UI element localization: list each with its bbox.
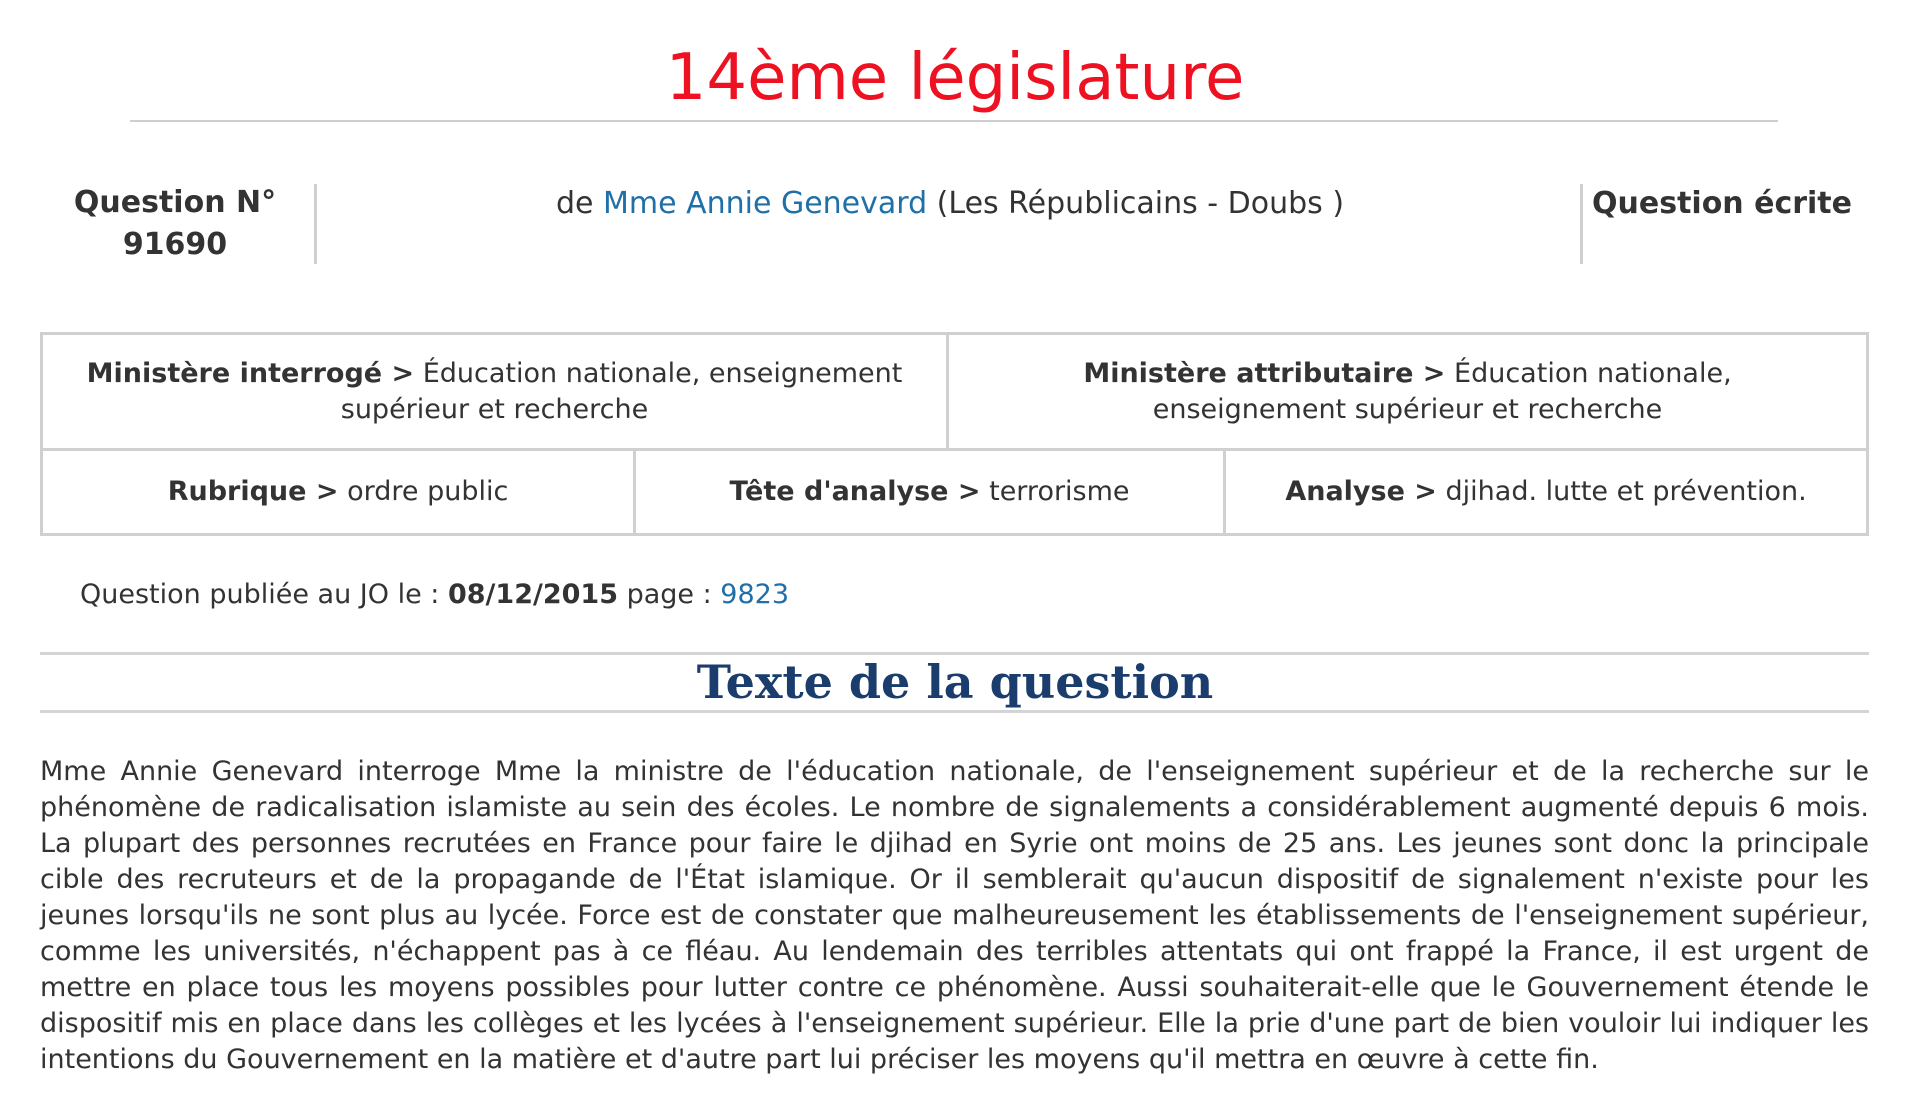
analysis-row [40,448,1869,536]
tete-analyse-label: Tête d'analyse > [729,476,981,507]
analyse-cell [1223,451,1866,533]
question-text: Mme Annie Genevard interroge Mme la ministre de l'éducation nationale, de l'enseignement supérieur et de la recherche sur le phénomène de radicalisation islamiste au sein des écoles. Le nombre de signalements a considérablement augmenté depuis 6 mois. La plupart des personnes recrutées en France pour faire le djihad en Syrie ont moins de 25 ans. Les jeunes sont donc la principale cible des recruteurs et de la propagande de l'État islamique. Or il semblerait qu'aucun dispositif de signalement n'existe pour les jeunes lorsqu'ils ne sont plus au lycée. Force est de constater que malheureusement les établissements de l'enseignement supérieur, comme les universités, n'échappent pas à ce fléau. Au lendemain des terribles attentats qui ont frappé la France, il est urgent de mettre en place tous les moyens possibles pour lutter contre ce phénomène. Aussi souhaiterait-elle que le Gouvernement étende le dispositif mis en place dans les collèges et les lycées à l'enseignement supérieur. Elle la prie d'une part de bien vouloir lui indiquer les intentions du Gouvernement en la matière et d'autre part lui préciser les moyens qu'il mettra en œuvre à cette fin. [40,756,1869,1075]
header-divider-right [1580,184,1583,264]
question-number-block [40,182,310,266]
analyse-value: djihad. lutte et prévention. [1445,476,1807,507]
ministere-interroge-cell [43,335,946,448]
title-divider [130,120,1778,122]
header-divider-left [314,184,317,264]
page-title: 14ème législature [665,41,1245,115]
rubrique-value: ordre public [347,476,509,507]
author-prefix: de [555,186,594,221]
ministere-attributaire-label: Ministère attributaire > [1083,357,1446,389]
question-number-label: Question N° [73,185,277,220]
tete-analyse-value: terrorisme [989,476,1130,507]
publication-line [80,577,789,613]
publication-date: 08/12/2015 [447,579,618,610]
rubrique-label: Rubrique > [167,476,339,507]
author-group: (Les Républicains - Doubs ) [936,186,1345,221]
publication-page-label: page : [626,579,712,610]
section-divider-bottom [40,710,1869,713]
ministry-row [40,332,1869,451]
publication-page-link[interactable]: 9823 [720,579,790,610]
ministere-interroge-value: Éducation nationale, enseignement supérieur et recherche [340,357,903,425]
ministere-attributaire-value: Éducation nationale, enseignement supérieur et recherche [1152,357,1732,425]
section-title: Texte de la question [696,655,1214,709]
ministere-interroge-label: Ministère interrogé > [86,357,415,389]
question-author [320,183,1580,225]
question-number: 91690 [122,227,228,262]
rubrique-cell [43,451,633,533]
ministere-attributaire-cell [946,335,1866,448]
analyse-label: Analyse > [1285,476,1437,507]
tete-analyse-cell [633,451,1223,533]
author-link[interactable]: Mme Annie Genevard [602,186,928,221]
question-type: Question écrite [1592,186,1852,221]
publication-prefix: Question publiée au JO le : [80,579,440,610]
